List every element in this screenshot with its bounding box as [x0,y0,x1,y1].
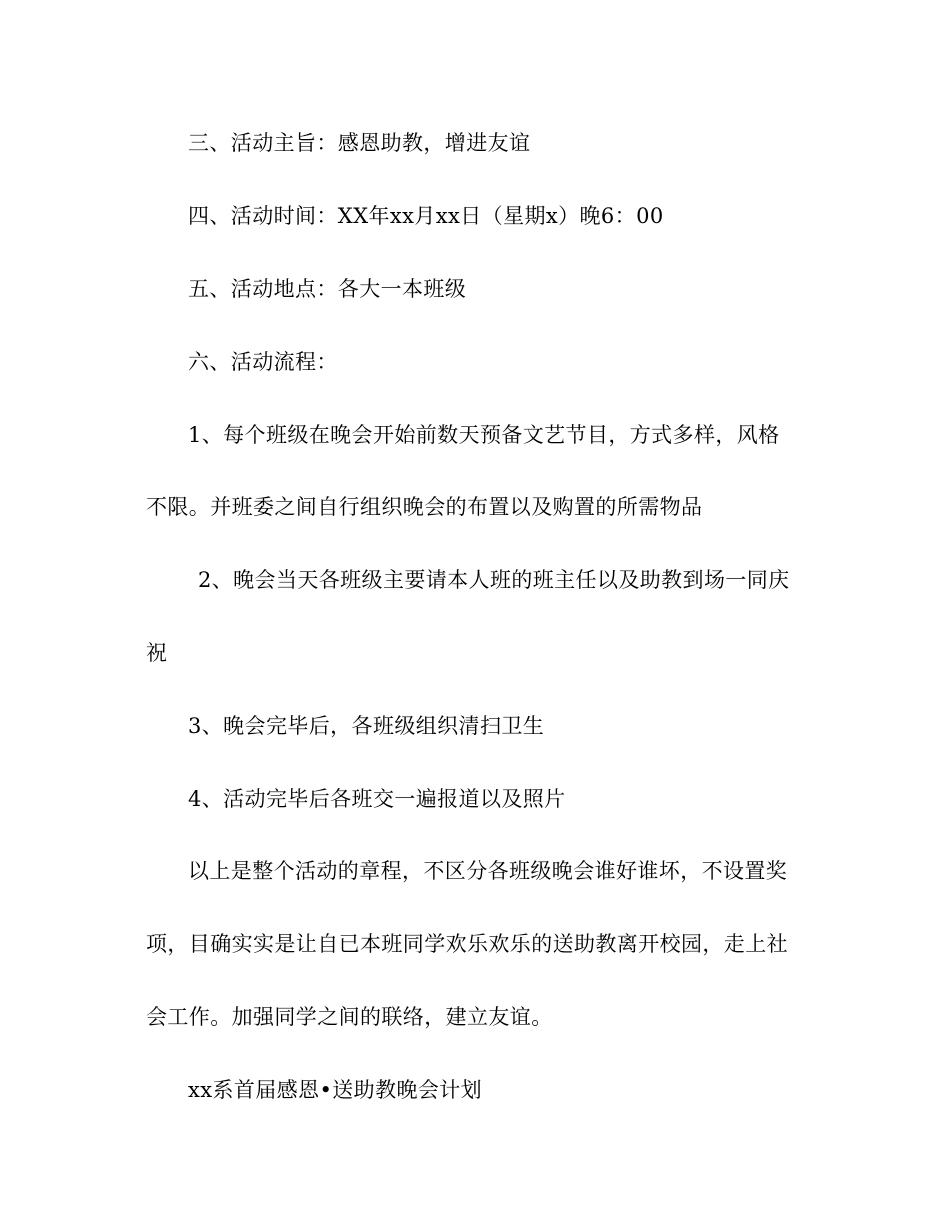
summary-paragraph-line-1: 以上是整个活动的章程，不区分各班级晚会谁好谁坏，不设置奖 [188,859,788,883]
section-process-heading: 六、活动流程： [188,350,338,374]
process-step-2-line-2: 祝 [146,641,168,665]
summary-paragraph-line-2: 项，目确实实是让自已本班同学欢乐欢乐的送助教离开校园，走上社 [146,932,788,956]
next-section-title: xx系首届感恩•送助教晚会计划 [188,1078,483,1102]
process-step-3: 3、晚会完毕后，各班级组织清扫卫生 [188,714,545,738]
process-step-4: 4、活动完毕后各班交一遍报道以及照片 [188,787,566,811]
process-step-1-line-1: 1、每个班级在晚会开始前数天预备文艺节目，方式多样，风格 [188,423,780,447]
section-time: 四、活动时间：XX年xx月xx日（星期x）晚6：00 [188,204,664,228]
section-location: 五、活动地点：各大一本班级 [188,277,467,301]
process-step-1-line-2: 不限。并班委之间自行组织晚会的布置以及购置的所需物品 [146,495,703,519]
process-step-2-line-1: 2、晚会当天各班级主要请本人班的班主任以及助教到场一同庆 [198,568,790,592]
section-purpose: 三、活动主旨：感恩助教，增进友谊 [188,131,531,155]
summary-paragraph-line-3: 会工作。加强同学之间的联络，建立友谊。 [146,1005,553,1029]
